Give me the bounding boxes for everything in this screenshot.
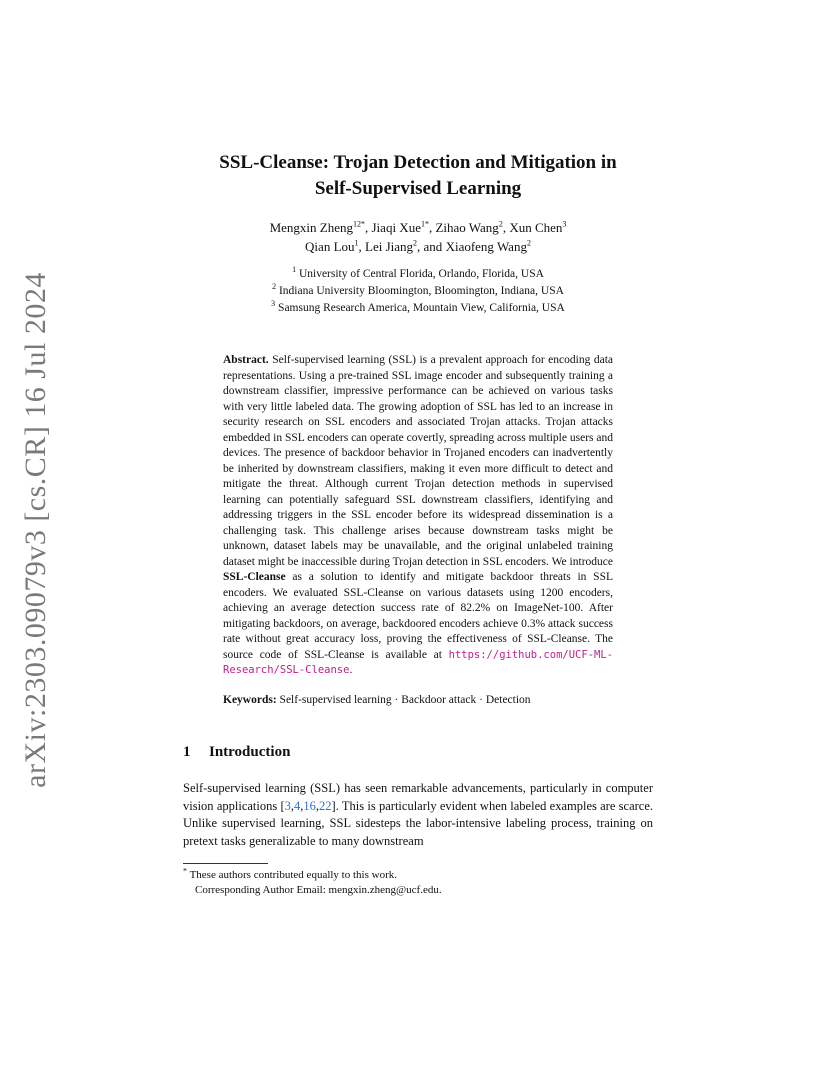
affiliation <box>183 300 653 317</box>
footnote-text-1: These authors contributed equally to this work. <box>189 868 397 881</box>
author-sup: 1* <box>420 219 429 229</box>
author-sup: 12* <box>353 219 365 229</box>
arxiv-identifier-stamp <box>12 272 60 788</box>
title-line-1: SSL-Cleanse: Trojan Detection and Mitigation in <box>219 152 617 173</box>
author-sep: , <box>365 220 372 235</box>
footnote-divider <box>183 863 268 864</box>
abstract-strong-term: SSL-Cleanse <box>223 571 286 583</box>
author-sep: , <box>428 220 436 235</box>
intro-text-part-1: Self-supervised learning (SSL) has seen remarkable advancements, particularly in computer vision applications [ <box>183 781 653 813</box>
author-name: Mengxin Zheng <box>269 220 353 235</box>
section-title: Introduction <box>209 744 291 760</box>
author-sep: , <box>358 239 366 254</box>
section-heading-introduction <box>183 742 653 762</box>
author-line-1 <box>183 218 653 237</box>
author-name: Xun Chen <box>509 220 563 235</box>
author-list <box>183 218 653 256</box>
author-name: Xiaofeng Wang <box>445 239 527 254</box>
section-number: 1 <box>183 744 191 760</box>
citation-link[interactable]: 3 <box>284 798 291 813</box>
keywords-text: Self-supervised learning · Backdoor attack · Detection <box>279 693 531 706</box>
affiliation <box>183 266 653 283</box>
abstract-text-after: as a solution to identify and mitigate backdoor threats in SSL encoders. We evaluated SSL-Cleanse on various datasets using 1200 encoders, achieving an average detection success rate of 82.2% on ImageNet-100. After mitigating backdoors, on average, backdoored encoders achieve 0.3% attack success rate without great accuracy loss, proving the effectiveness of SSL-Cleanse. The source code of SSL-Cleanse is available at <box>223 571 613 661</box>
keywords <box>223 693 613 709</box>
author-name: Jiaqi Xue <box>371 220 421 235</box>
source-code-link[interactable]: https://github.com/UCF-ML-Research/SSL-Cleanse <box>223 648 613 676</box>
affiliation-number: 3 <box>271 299 276 309</box>
title-line-2: Self-Supervised Learning <box>314 178 522 199</box>
author-name: Zihao Wang <box>435 220 499 235</box>
footnote-corresponding-author: Corresponding Author Email: mengxin.zheng@ucf.edu. <box>195 883 442 896</box>
arxiv-identifier-text: arXiv:2303.09079v3 [cs.CR] 16 Jul 2024 <box>19 272 53 788</box>
affiliation-list <box>183 266 653 317</box>
footnote-equal-contribution <box>183 865 653 883</box>
author-sup: 1 <box>354 238 359 248</box>
abstract <box>223 353 613 679</box>
author-name: Lei Jiang <box>365 239 414 254</box>
author-sup: 2 <box>498 219 503 229</box>
citation-link[interactable]: 22 <box>319 798 332 813</box>
author-sup: 2 <box>526 238 531 248</box>
author-sup: 2 <box>413 238 418 248</box>
affiliation <box>183 283 653 300</box>
footnotes <box>183 865 653 898</box>
introduction-paragraph: Self-supervised learning (SSL) has seen remarkable advancements, particularly in computer vision applications [3,4,16,22]. This is particularly evident when labeled examples are scarce. Unlike supervised learning, SSL sidesteps the labor-intensive labeling process, training on pretext tasks generalizable to many downstream <box>183 781 653 848</box>
paper-page <box>183 150 653 898</box>
citation-link[interactable]: 4 <box>294 798 301 813</box>
intro-text-part-2: ]. This is particularly evident when labeled examples are scarce. Unlike supervised learning, SSL sidesteps the labor-intensive labeling process, training on pretext tasks generalizable to many downstream <box>183 798 653 848</box>
author-sep: , and <box>417 239 446 254</box>
footnote-mark: * <box>183 865 187 875</box>
paper-title <box>183 150 653 202</box>
affiliation-number: 2 <box>272 282 277 292</box>
author-sup: 3 <box>562 219 567 229</box>
author-sep: , <box>502 220 510 235</box>
affiliation-text: Samsung Research America, Mountain View, California, USA <box>278 302 565 314</box>
keywords-label: Keywords: <box>223 693 277 706</box>
author-line-2 <box>183 237 653 256</box>
abstract-text-before: Self-supervised learning (SSL) is a prevalent approach for encoding data representations. Using a pre-trained SSL image encoder and subsequently training a downstream classifier, impressive performance can be achieved on various tasks with very little labeled data. The growing adoption of SSL has led to an increase in security research on SSL encoders and associated Trojan attacks. Trojan attacks embedded in SSL encoders can operate covertly, spreading across multiple users and devices. The presence of backdoor behavior in Trojaned encoders can inadvertently be inherited by downstream classifiers, making it even more difficult to detect and mitigate the threat. Although current Trojan detection methods in supervised learning can potentially safeguard SSL downstream classifiers, identifying and addressing triggers in the SSL encoder before its widespread dissemination is a challenging task. This challenge arises because downstream tasks might be unknown, dataset labels may be unavailable, and the original unlabeled training dataset might be inaccessible during Trojan detection in SSL encoders. We introduce <box>223 354 614 568</box>
affiliation-number: 1 <box>292 265 297 275</box>
affiliation-text: University of Central Florida, Orlando, Florida, USA <box>298 268 544 280</box>
affiliation-text: Indiana University Bloomington, Bloomington, Indiana, USA <box>278 285 564 297</box>
author-name: Qian Lou <box>305 239 355 254</box>
abstract-end: . <box>349 664 353 676</box>
citation-link[interactable]: 16 <box>303 798 316 813</box>
abstract-label: Abstract. <box>223 354 269 366</box>
